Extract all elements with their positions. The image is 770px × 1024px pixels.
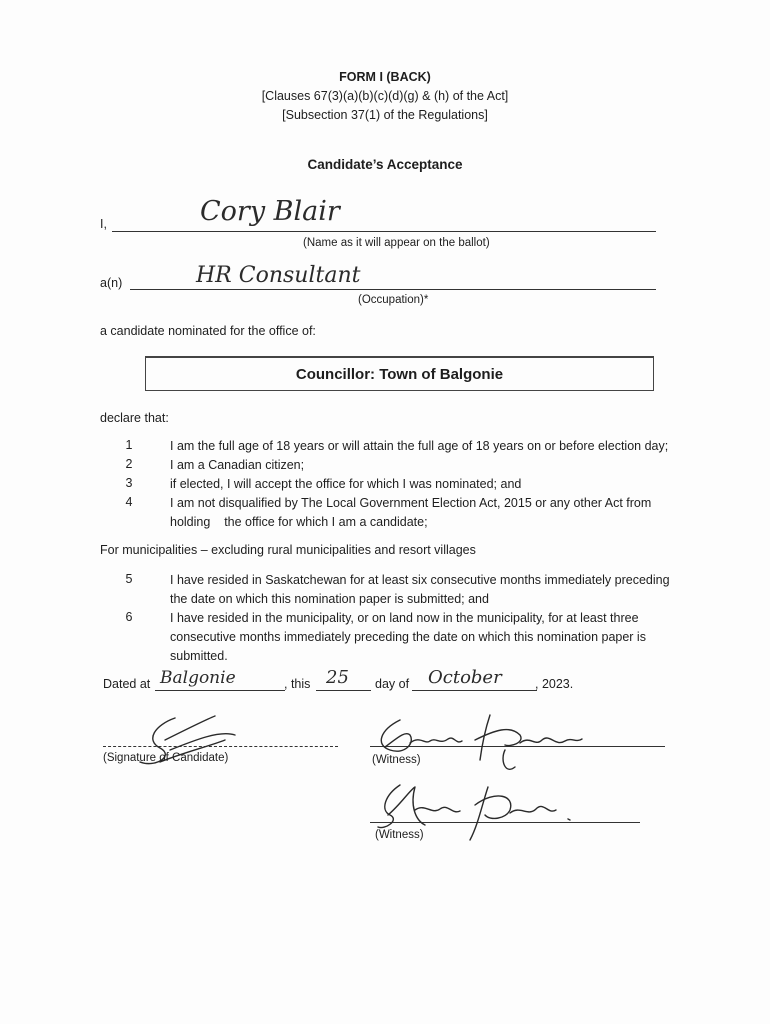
declaration-5-line-2: the date on which this nomination paper is submitted; and xyxy=(170,592,489,606)
declaration-6-line-3: submitted. xyxy=(170,649,228,663)
name-caption: (Name as it will appear on the ballot) xyxy=(303,237,490,249)
municipalities-heading: For municipalities – excluding rural municipalities and resort villages xyxy=(100,543,476,557)
witness-1-caption: (Witness) xyxy=(372,754,421,766)
declaration-4-line-2: holding the office for which I am a candidate; xyxy=(170,515,428,529)
candidate-signature-caption: (Signature of Candidate) xyxy=(103,752,229,764)
day-of-label: day of xyxy=(375,677,410,691)
month-underline xyxy=(412,690,537,691)
this-label: , this xyxy=(284,677,311,691)
declaration-6-line-2: consecutive months immediately preceding the date on which this nomination paper is xyxy=(170,630,646,644)
declaration-number: 3 xyxy=(125,476,133,490)
dated-place-handwritten: Balgonie xyxy=(160,668,236,688)
subsection-reference: [Subsection 37(1) of the Regulations] xyxy=(282,108,488,122)
declaration-number: 5 xyxy=(125,572,133,586)
dated-label: Dated at xyxy=(103,677,151,691)
occupation-caption: (Occupation)* xyxy=(358,294,429,306)
candidate-name-handwritten: Cory Blair xyxy=(200,196,340,227)
occupation-handwritten: HR Consultant xyxy=(196,263,361,288)
name-underline xyxy=(112,231,656,232)
declaration-number: 4 xyxy=(125,495,133,509)
occupation-underline xyxy=(130,289,656,290)
declaration-number: 2 xyxy=(125,457,133,471)
nominated-text: a candidate nominated for the office of: xyxy=(100,324,316,338)
declaration-number: 1 xyxy=(125,438,133,452)
dated-place-underline xyxy=(155,690,285,691)
declaration-4-line-1: I am not disqualified by The Local Government Election Act, 2015 or any other Act from xyxy=(170,496,652,510)
declaration-5-line-1: I have resided in Saskatchewan for at least six consecutive months immediately preceding xyxy=(170,573,670,587)
witness-2-caption: (Witness) xyxy=(375,829,424,841)
name-prefix: I, xyxy=(100,217,107,231)
year-text: , 2023. xyxy=(535,677,574,691)
declaration-3: if elected, I will accept the office for which I was nominated; and xyxy=(170,477,522,491)
declaration-1: I am the full age of 18 years or will attain the full age of 18 years on or before election day; xyxy=(170,439,669,453)
declaration-6-line-1: I have resided in the municipality, or on land now in the municipality, for at least three xyxy=(170,611,639,625)
form-title: FORM I (BACK) xyxy=(339,70,431,84)
declaration-number: 6 xyxy=(125,610,133,624)
day-handwritten: 25 xyxy=(326,667,349,688)
occupation-prefix: a(n) xyxy=(100,276,123,290)
office-title: Councillor: Town of Balgonie xyxy=(295,366,504,383)
month-handwritten: October xyxy=(428,667,502,688)
declaration-2: I am a Canadian citizen; xyxy=(170,458,305,472)
witness-2-signature xyxy=(370,775,580,855)
declare-text: declare that: xyxy=(100,411,169,425)
day-underline xyxy=(316,690,371,691)
form-heading: Candidate’s Acceptance xyxy=(307,157,463,172)
clauses-reference: [Clauses 67(3)(a)(b)(c)(d)(g) & (h) of the Act] xyxy=(261,89,509,103)
